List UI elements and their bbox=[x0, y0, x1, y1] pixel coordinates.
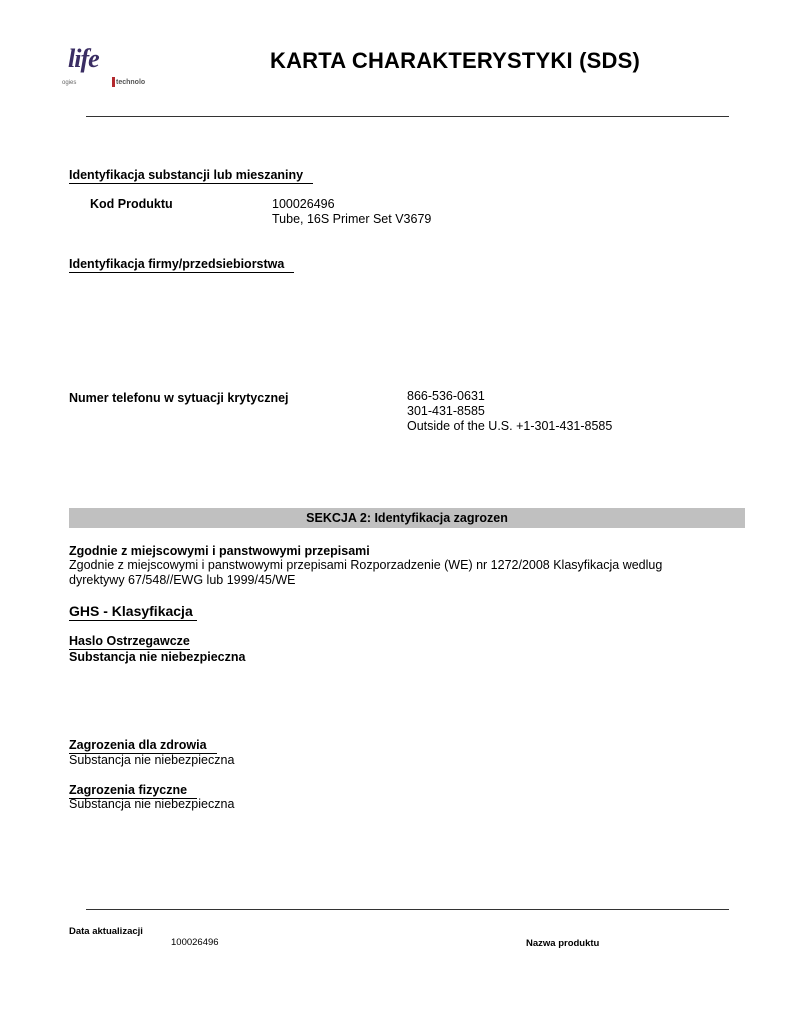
signal-word-heading: Haslo Ostrzegawcze bbox=[69, 634, 190, 648]
logo-mark bbox=[112, 77, 115, 87]
product-code-value: 100026496 bbox=[272, 197, 335, 211]
emergency-phone-2: 301-431-8585 bbox=[407, 404, 485, 418]
ghs-classification-heading: GHS - Klasyfikacja bbox=[69, 603, 197, 621]
revision-date-label: Data aktualizacji bbox=[69, 926, 143, 937]
product-name-label: Nazwa produktu bbox=[526, 938, 600, 949]
footer-product-code: 100026496 bbox=[171, 937, 219, 948]
product-name-value: Tube, 16S Primer Set V3679 bbox=[272, 212, 432, 226]
company-logo bbox=[62, 44, 162, 96]
physical-hazards-value: Substancja nie niebezpieczna bbox=[69, 797, 235, 811]
footer-divider bbox=[86, 909, 729, 910]
header-divider bbox=[86, 116, 729, 117]
document-title: KARTA CHARAKTERYSTYKI (SDS) bbox=[270, 48, 641, 73]
section-2-title: SEKCJA 2: Identyfikacja zagrozen bbox=[306, 511, 508, 525]
emergency-phone-label: Numer telefonu w sytuacji krytycznej bbox=[69, 391, 289, 405]
regulation-text: Zgodnie z miejscowymi i panstwowymi przepisami Rozporzadzenie (WE) nr 1272/2008 Klasyfikacja wedlug dyrektywy 67/548//EWG lub 1999/45/WE bbox=[69, 558, 663, 587]
emergency-phone-3: Outside of the U.S. +1-301-431-8585 bbox=[407, 419, 613, 433]
physical-hazards-heading: Zagrozenia fizyczne bbox=[69, 783, 197, 799]
logo-fragment-left: ogies bbox=[62, 80, 77, 86]
section-2-bar bbox=[69, 508, 745, 528]
emergency-phone-1: 866-536-0631 bbox=[407, 389, 485, 403]
substance-identification-heading: Identyfikacja substancji lub mieszaniny bbox=[69, 168, 313, 184]
logo-fragment-right: technolo bbox=[116, 79, 146, 86]
regulation-heading: Zgodnie z miejscowymi i panstwowymi przepisami bbox=[69, 544, 370, 558]
product-code-label: Kod Produktu bbox=[90, 197, 173, 211]
logo-text: life bbox=[68, 44, 99, 73]
health-hazards-heading: Zagrozenia dla zdrowia bbox=[69, 738, 217, 754]
health-hazards-value: Substancja nie niebezpieczna bbox=[69, 753, 235, 767]
signal-word-value: Substancja nie niebezpieczna bbox=[69, 650, 246, 664]
company-identification-heading: Identyfikacja firmy/przedsiebiorstwa bbox=[69, 257, 294, 273]
